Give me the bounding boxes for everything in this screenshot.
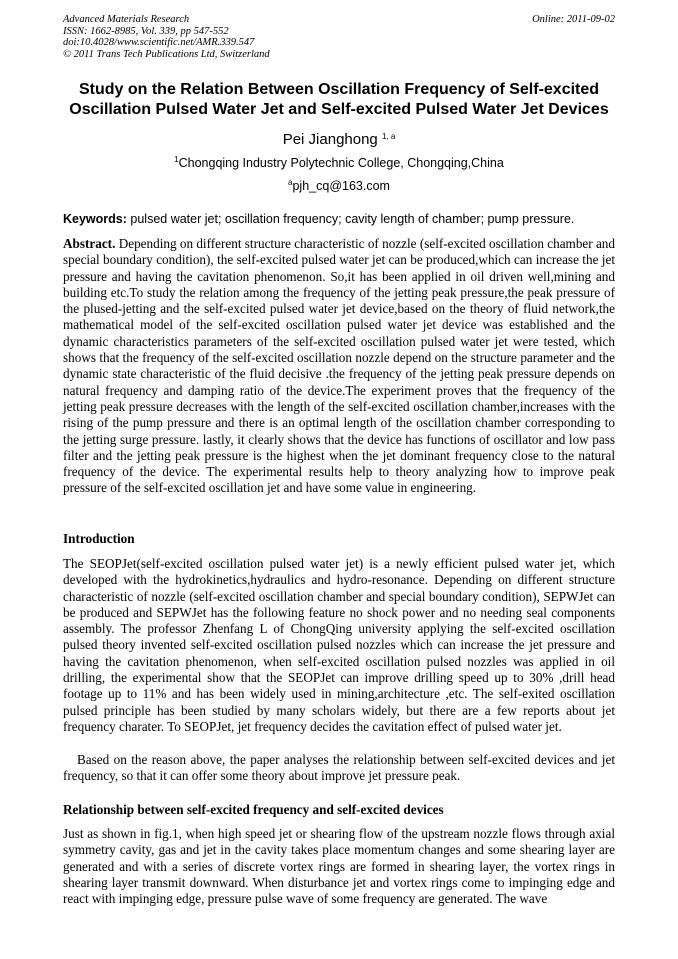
issn-line: ISSN: 1662-8985, Vol. 339, pp 547-552 [63,25,229,37]
paper-title [40,80,638,120]
online-date: Online: 2011-09-02 [532,14,615,25]
keywords-text: pulsed water jet; oscillation frequency; cavity length of chamber; pump pressure. [130,212,575,226]
relationship-heading: Relationship between self-excited frequency and self-excited devices [63,802,444,817]
abstract-label: Abstract. [63,236,116,251]
author-line [0,131,678,149]
relationship-paragraph-1: Just as shown in fig.1, when high speed jet or shearing flow of the upstream nozzle flows through axial symmetry cavity, gas and jet in the cavity takes place momentum changes and some shearing layer are generated and with a series of discrete vortex rings are formed in shearing layer, the vortex rings in shearing layer transmit downward. When disturbance jet and vortex rings come to impinging edge and react with impinging edge, pressure pulse wave of some frequency are generated. The wave [63,826,615,907]
title-line-2: Oscillation Pulsed Water Jet and Self-excited Pulsed Water Jet Devices [69,101,609,118]
keywords [63,212,615,227]
title-line-1: Study on the Relation Between Oscillation Frequency of Self-excited [78,81,600,98]
affiliation-line [0,156,678,171]
copyright-line: © 2011 Trans Tech Publications Ltd, Switzerland [63,48,270,60]
author-email: pjh_cq@163.com [292,179,390,193]
introduction-paragraph-2: Based on the reason above, the paper analyses the relationship between self-excited devices and jet frequency, so that it can offer some theory about improve jet pressure peak. [63,752,615,784]
abstract-text: Depending on different structure characteristic of nozzle (self-excited oscillation chamber and special boundary condition), the self-excited pulsed water jet can be produced,which can increase the jet pressure and having the cavitation phenomenon. So,it has been applied in oil driven well,mining and building etc.To study the relation among the frequency of the jetting peak pressure,the peak pressure of the plused-jetting and the self-excited pulsed water jet device,based on the theory of fluid network,the mathematical model of the self-excited oscillation pulsed water jet device was established and the dynamic characteristics parameters of the self-excited oscillation pulsed water jet were tested, which shows that the frequency of the self-excited oscillation nozzle depend on the structure parameter and the dynamic state characteristic of the fluid decisive .the frequency of the jetting peak pressure depends on natural frequency and damping ratio of the device.The experiment proves that the frequency of the jetting peak pressure decreases with the length of the self-excited oscillation chamber,increases with the rising of the pump pressure and there is an optimal length of the oscillation chamber corresponding to the jetting surge pressure. lastly, it clearly shows that the device has functions of oscillator and low pass filter and the jetting peak pressure is the highest when the jet dominant frequency close to the natural frequency of the device. The experimental results help to theory analyzing how to improve peak pressure of the self-excited oscillation jet and have some value in engineering. [63,236,615,496]
email-line [0,179,678,194]
doi-line: doi:10.4028/www.scientific.net/AMR.339.547 [63,37,255,48]
author-name: Pei Jianghong [282,131,378,148]
affiliation: Chongqing Industry Polytechnic College, Chongqing,China [178,156,504,170]
publication-header [63,14,615,60]
introduction-heading: Introduction [63,531,135,546]
keywords-label: Keywords: [63,212,127,226]
journal-name: Advanced Materials Research [63,14,190,25]
abstract [63,236,615,497]
introduction-paragraph-1: The SEOPJet(self-excited oscillation pulsed water jet) is a newly efficient pulsed water jet, which developed with the hydrokinetics,hydraulics and hydro-resonance. Depending on different structure characteristic of nozzle (self-excited oscillation chamber and special boundary condition), SEPWJet can be produced and SEPWJet has the following feature no shock power and no needing seal components assembly. The professor Zhenfang L of ChongQing university applying the self-excited oscillation pulsed theory invented self-excited oscillation pulsed nozzles which can increase the jet pressure and having the cavitation phenomenon, when self-excited oscillation pulsed nozzles was applied in oil drilling, the experimental show that the SEOPJet can improve drilling speed up to 30% ,drill head footage up to 11% and has been widely used in mining,architecture ,etc. The self-exited oscillation pulsed principle has been studied by many scholars widely, but there are a few reports about jet frequency charater. To SEOPJet, jet frequency decides the cavitation effect of pulsed water jet. [63,556,615,734]
affiliation-superscript: 1 [174,155,179,164]
email-superscript: a [288,178,293,187]
author-superscript: 1, a [381,132,396,141]
